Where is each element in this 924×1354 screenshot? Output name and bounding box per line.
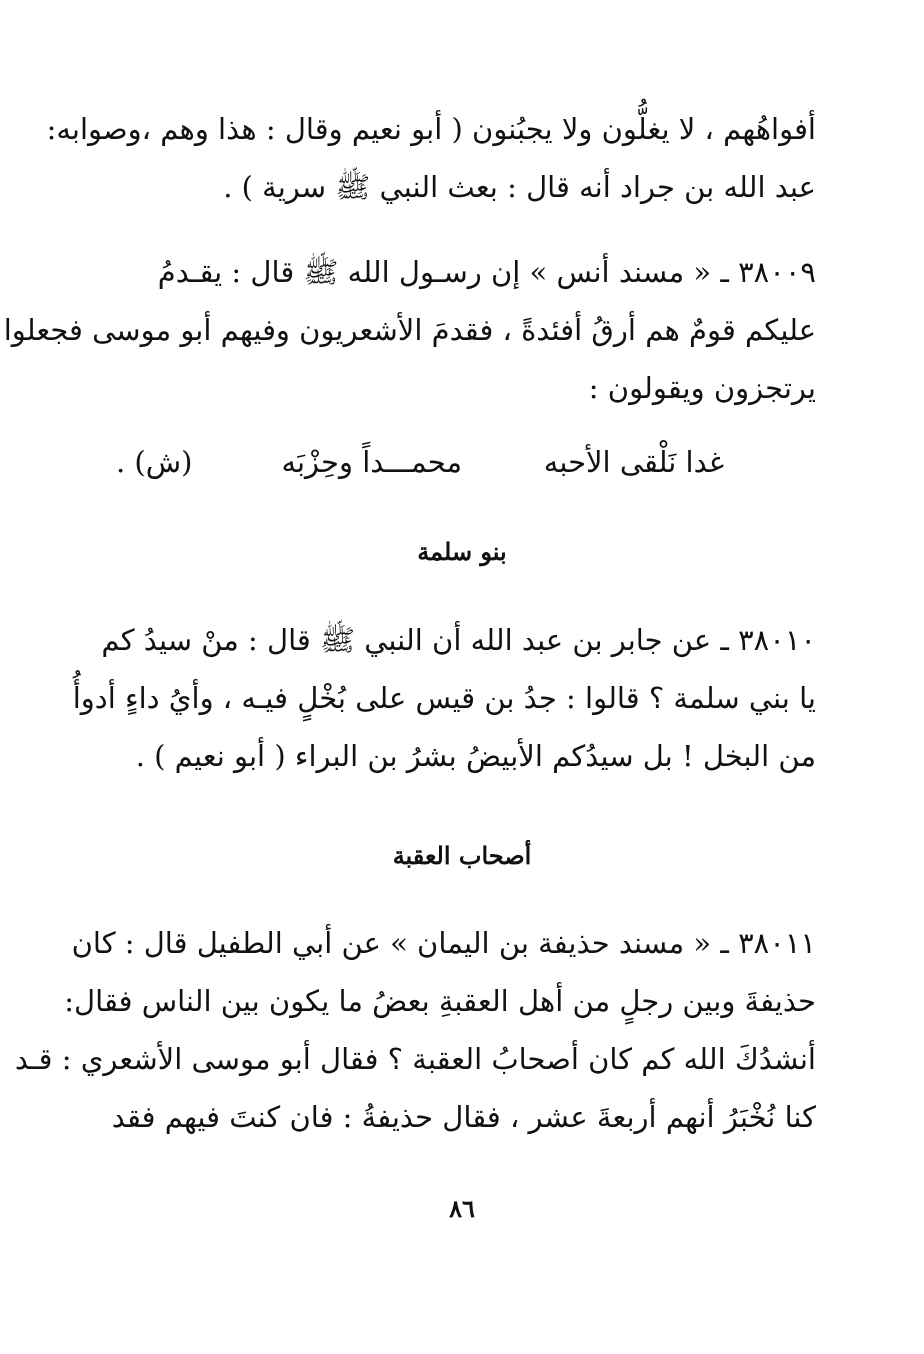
hadith-38009: [3, 243, 816, 417]
section-heading-banu-salama: بنو سلمة: [417, 537, 507, 566]
poem-hemistich-second: محمـــداً وحِزْبَه: [281, 445, 462, 479]
text-line: عبد الله بن جراد أنه قال : بعث النبي ﷺ سرية ) .: [223, 170, 816, 204]
text-line: حذيفةَ وبين رجلٍ من أهل العقبةِ بعضُ ما يكون بين الناس فقال:: [64, 984, 816, 1018]
text-line: يا بني سلمة ؟ قالوا : جدُ بن قيس على بُخْلٍ فيـه ، وأيُ داءٍ أدوأُ: [72, 681, 816, 715]
text-line: يرتجزون ويقولون :: [588, 371, 816, 405]
text-line: من البخل ! بل سيدُكم الأبيضُ بشرُ بن البراء ( أبو نعيم ) .: [135, 739, 816, 773]
text-line: أفواهُهم ، لا يغلُّون ولا يجبُنون ( أبو نعيم وقال : هذا وهم ،وصوابه:: [46, 112, 816, 146]
text-line: ٣٨٠٠٩ ـ « مسند أنس » إن رسـول الله ﷺ قال : يقـدمُ: [157, 255, 816, 289]
poem-verse: [110, 433, 816, 491]
hadith-38011: [14, 914, 816, 1146]
poem-source-reference: (ش) .: [116, 445, 193, 479]
poem-hemistich-first: غدا نَلْقى الأحبه: [543, 445, 724, 479]
text-line: كنا نُخْبَرُ أنهم أربعةَ عشر ، فقال حذيفةُ : فان كنتَ فيهم فقد: [111, 1100, 816, 1134]
section-heading-ashab-al-aqaba: أصحاب العقبة: [392, 841, 532, 870]
text-line: ٣٨٠١٠ ـ عن جابر بن عبد الله أن النبي ﷺ قال : منْ سيدُ كم: [101, 623, 816, 657]
text-line: أنشدُكَ الله كم كان أصحابُ العقبة ؟ فقال أبو موسى الأشعري : قـد: [14, 1042, 816, 1076]
text-line: عليكم قومٌ هم أرقُ أفئدةً ، فقدمَ الأشعريون وفيهم أبو موسى فجعلوا: [3, 313, 816, 347]
hadith-38010: [72, 611, 816, 785]
text-line: ٣٨٠١١ ـ « مسند حذيفة بن اليمان » عن أبي الطفيل قال : كان: [71, 926, 816, 960]
page-number: ٨٦: [449, 1194, 475, 1223]
passage-continuation: [46, 100, 816, 216]
